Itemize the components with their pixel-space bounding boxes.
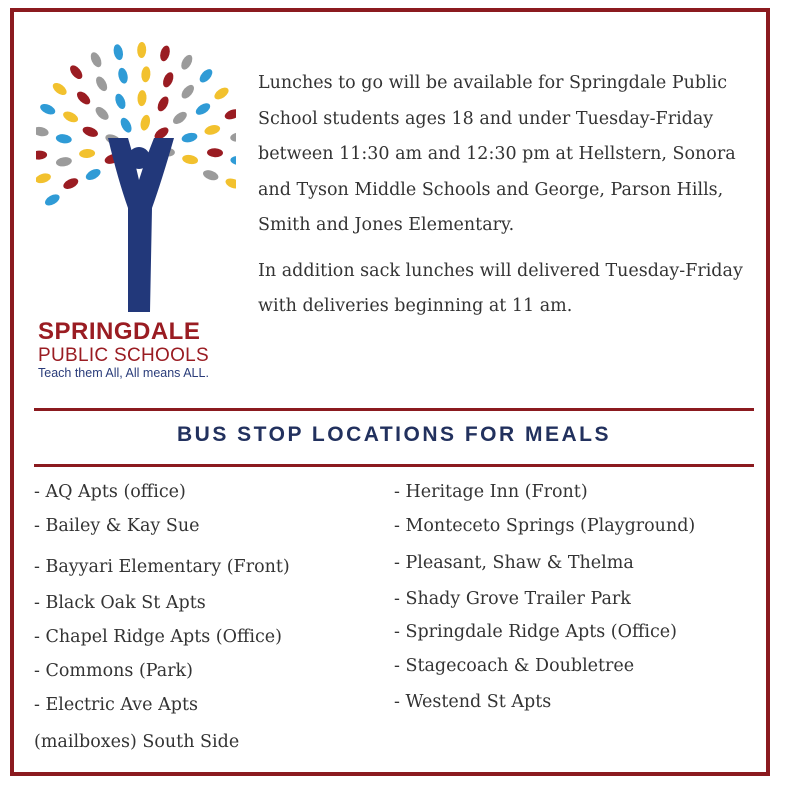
brand-name: SPRINGDALE [38, 318, 201, 345]
leaf-icon [39, 102, 57, 117]
leaf-icon [62, 176, 80, 191]
leaf-icon [75, 89, 93, 107]
leaf-icon [36, 172, 52, 185]
list-item: - Shady Grove Trailer Park [394, 589, 631, 609]
leaf-icon [113, 92, 127, 110]
leaf-icon [230, 155, 236, 166]
leaf-icon [141, 66, 151, 83]
leaf-icon [55, 156, 72, 167]
leaf-icon [36, 150, 47, 160]
leaf-icon [93, 105, 111, 123]
brand-subtitle: PUBLIC SCHOOLS [38, 345, 210, 366]
leaf-icon [117, 67, 129, 85]
divider-bottom [34, 464, 754, 467]
list-item: - Springdale Ridge Apts (Office) [394, 622, 677, 642]
leaf-icon [81, 125, 99, 139]
flyer-frame [10, 8, 770, 776]
list-item: - AQ Apts (office) [34, 482, 186, 502]
leaf-icon [36, 126, 49, 138]
list-item: - Electric Ave Apts [34, 695, 198, 715]
leaf-icon [181, 131, 199, 144]
section-heading: BUS STOP LOCATIONS FOR MEALS [176, 423, 612, 446]
leaf-icon [137, 42, 146, 58]
leaf-icon [61, 109, 79, 124]
leaf-icon [197, 67, 214, 85]
list-item: - Westend St Apts [394, 692, 552, 712]
leaf-icon [51, 81, 69, 98]
leaf-icon [181, 154, 198, 166]
leaf-icon [179, 53, 195, 71]
list-item: - Heritage Inn (Front) [394, 482, 588, 502]
leaf-icon [223, 107, 236, 121]
intro-paragraph-1: Lunches to go will be available for Springdale Public School students ages 18 and under Tuesday-Friday between 11:30 am and 12:30 pm at Hellstern, Sonora and Tyson Middle Schools and George, Parson Hills, Smith and Jones Elementary. [258, 73, 736, 235]
leaf-icon [43, 192, 61, 208]
leaf-icon [202, 168, 220, 182]
divider-top [34, 408, 754, 411]
list-item: - Black Oak St Apts [34, 593, 206, 613]
list-item: - Bailey & Kay Sue [34, 516, 200, 536]
leaf-icon [118, 116, 133, 134]
list-item: - Commons (Park) [34, 661, 193, 681]
list-item: - Monteceto Springs (Playground) [394, 516, 696, 536]
leaf-icon [224, 177, 236, 191]
leaf-icon [89, 51, 104, 69]
leaf-icon [179, 83, 196, 101]
leaf-icon [79, 148, 96, 158]
list-item: - Pleasant, Shaw & Thelma [394, 553, 634, 573]
brand-tagline: Teach them All, All means ALL. [38, 366, 209, 380]
leaf-icon [112, 43, 124, 61]
leaf-icon [161, 71, 175, 89]
leaf-icon [84, 167, 102, 182]
list-item: - Bayyari Elementary (Front) [34, 557, 290, 577]
intro-text [258, 66, 758, 325]
list-item: - Chapel Ridge Apts (Office) [34, 627, 282, 647]
leaf-icon [159, 45, 172, 63]
leaf-icon [207, 148, 223, 158]
leaf-icon [194, 101, 212, 117]
intro-paragraph-2: In addition sack lunches will delivered Tuesday-Friday with deliveries beginning at 11 am. [258, 260, 743, 316]
leaf-icon [171, 109, 189, 126]
leaf-icon [139, 114, 151, 132]
leaf-icon [230, 132, 236, 143]
leaf-icon [203, 123, 221, 136]
tree-logo-icon [36, 30, 236, 320]
leaf-icon [94, 75, 110, 93]
leaf-icon [55, 133, 72, 144]
leaf-icon [137, 90, 147, 106]
list-item: (mailboxes) South Side [34, 732, 240, 752]
leaf-icon [212, 85, 230, 101]
leaf-icon [155, 95, 170, 113]
leaf-icon [68, 63, 85, 81]
list-item: - Stagecoach & Doubletree [394, 656, 635, 676]
